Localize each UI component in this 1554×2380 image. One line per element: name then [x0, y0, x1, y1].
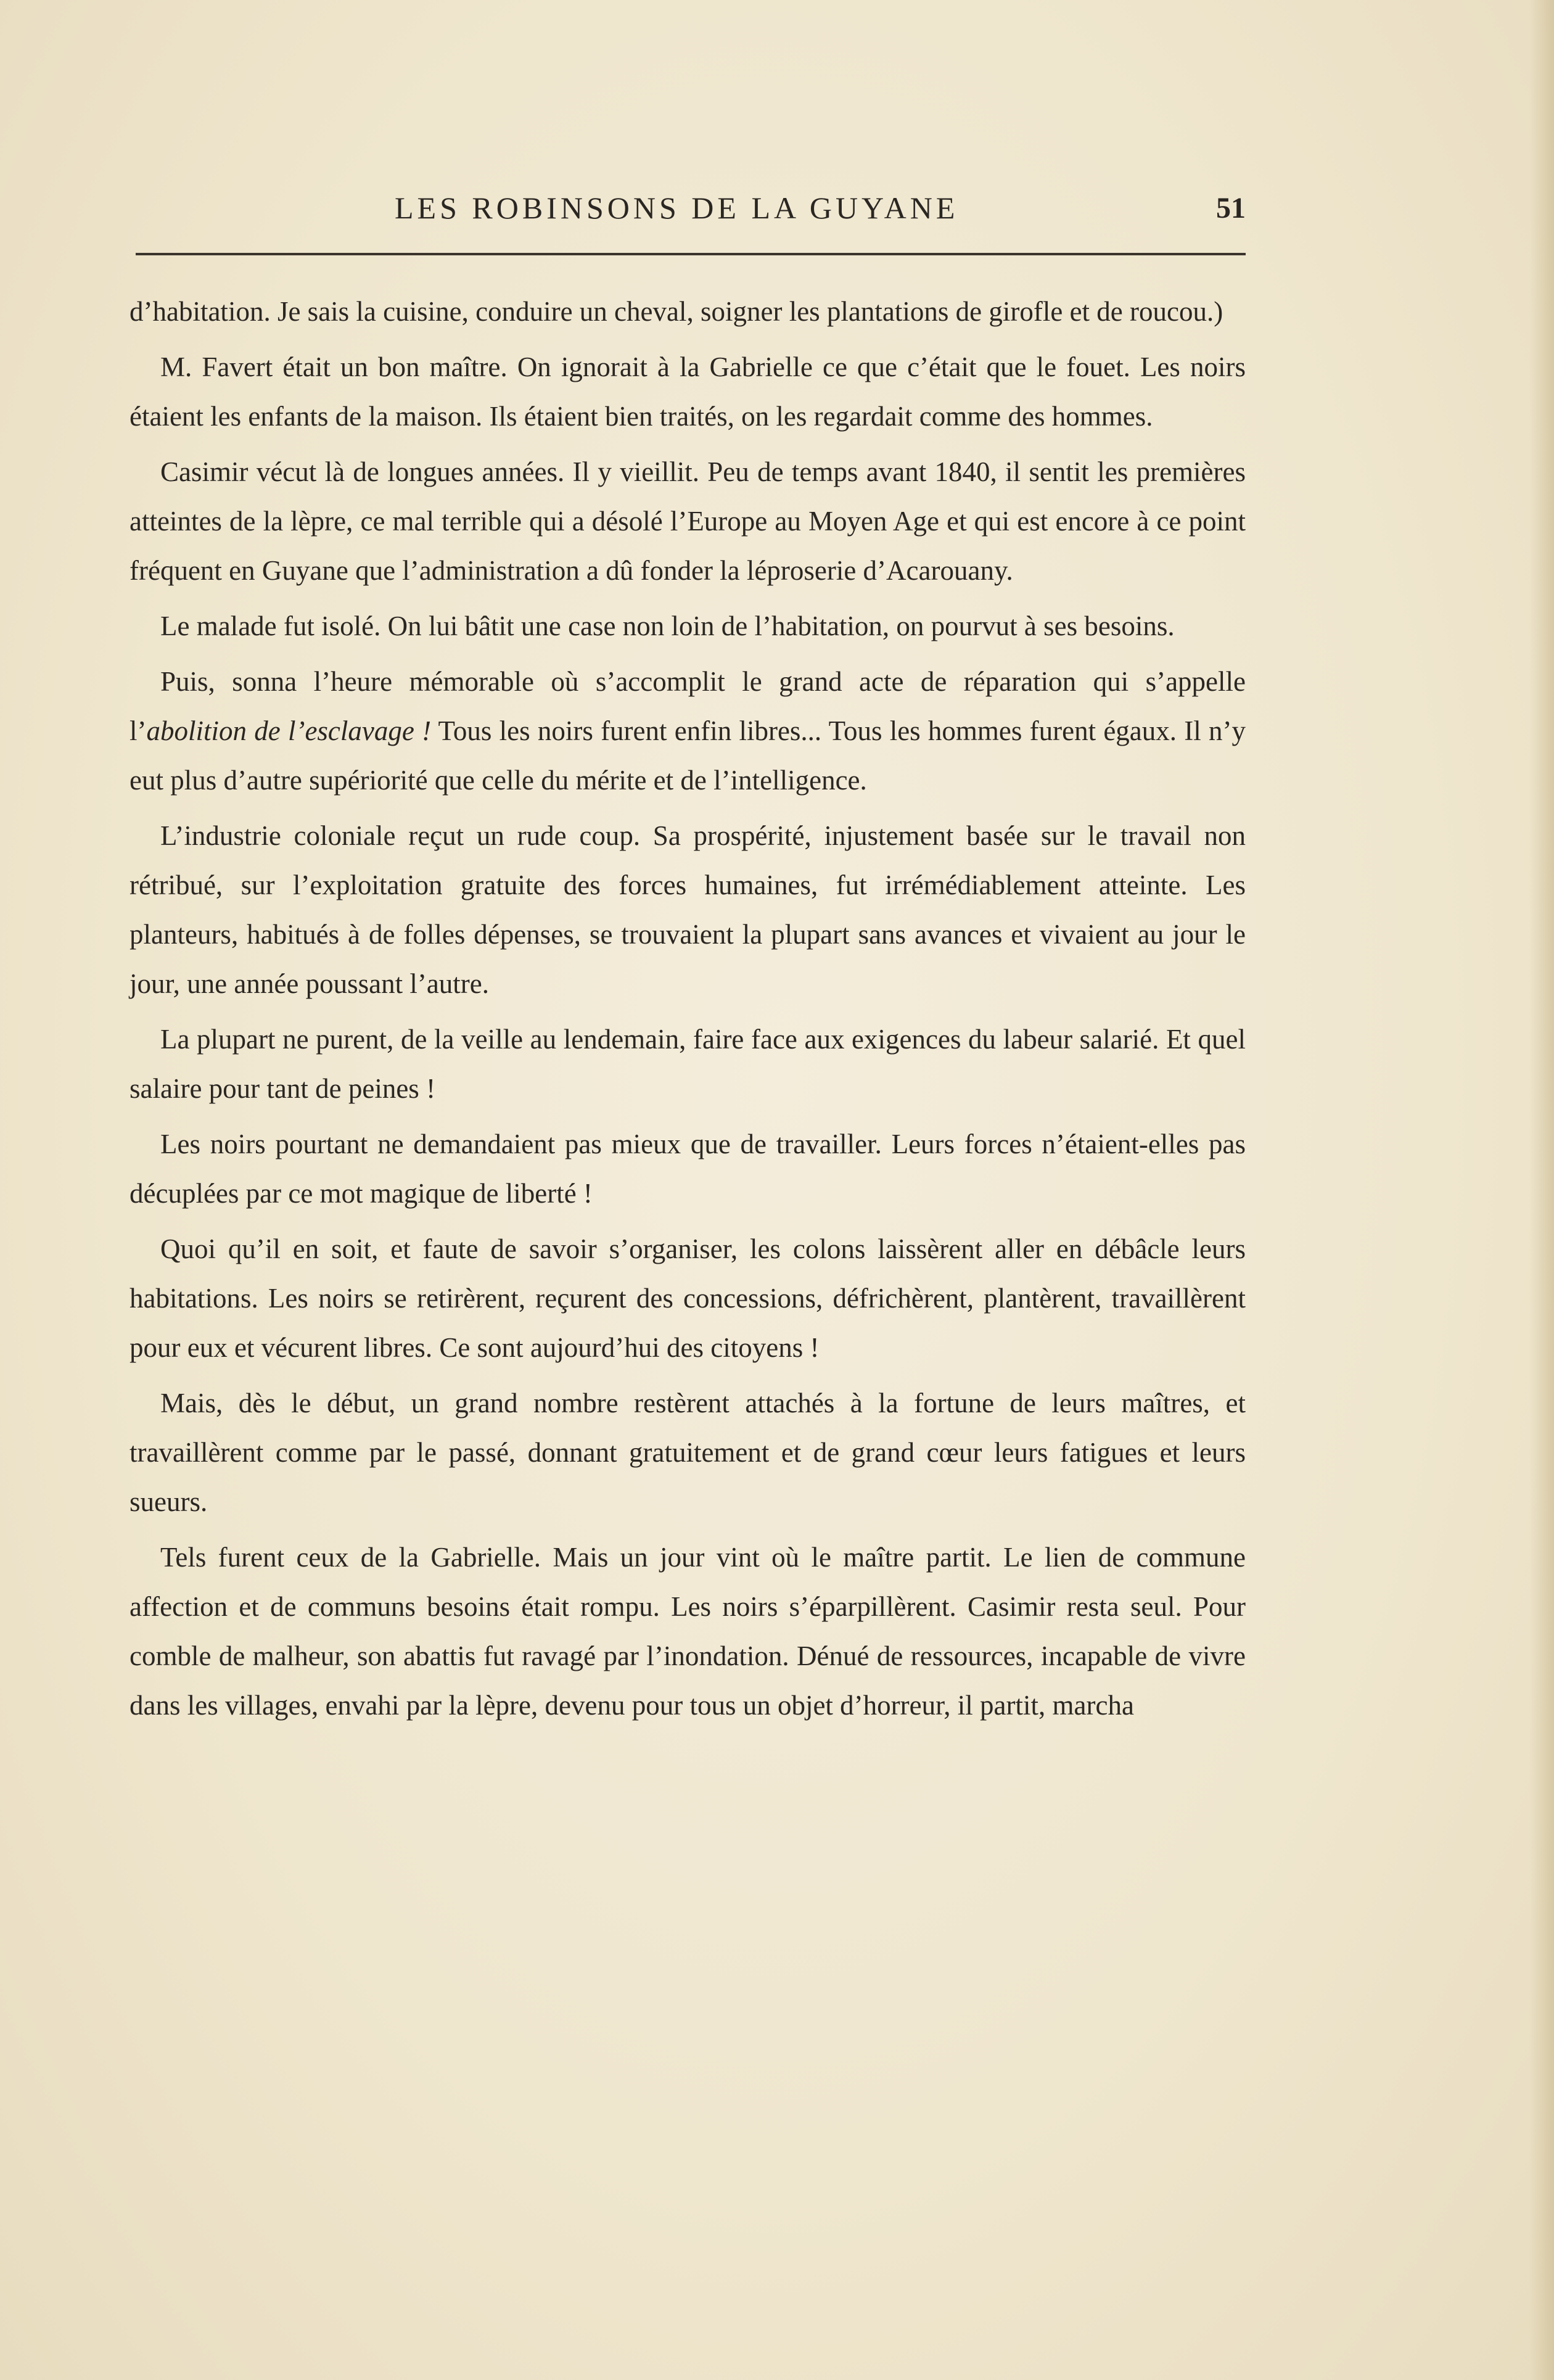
paragraph: Mais, dès le début, un grand nombre restèrent attachés à la fortune de leurs maîtres, et travaillèrent comme par le passé, donnant gratuitement et de grand cœur leurs fatigues et leurs sueurs.: [130, 1388, 1246, 1517]
paragraph: d’habitation. Je sais la cuisine, conduire un cheval, soigner les plantations de girofle et de roucou.): [130, 296, 1223, 327]
page-header: [136, 185, 1246, 234]
page-edge-shadow: [1529, 0, 1554, 2380]
paragraph: Tels furent ceux de la Gabrielle. Mais un jour vint où le maître partit. Le lien de commune affection et de communs besoins était rompu. Les noirs s’éparpillèrent. Casimir resta seul. Pour comble de malheur, son abattis fut ravagé par l’inondation. Dénué de ressources, incapable de vivre dans les villages, envahi par la lèpre, devenu pour tous un objet d’horreur, il partit, marcha: [130, 1542, 1246, 1721]
paragraph: Quoi qu’il en soit, et faute de savoir s’organiser, les colons laissèrent aller en débâcle leurs habitations. Les noirs se retirèrent, reçurent des concessions, défrichèrent, plantèrent, travaillèrent pour eux et vécurent libres. Ce sont aujourd’hui des citoyens !: [130, 1233, 1246, 1363]
paragraph-text: Puis, sonna l’heure mémorable où s’accomplit le grand acte de réparation qui s’appelle l’: [130, 666, 1246, 746]
page-number: 51: [1216, 192, 1246, 224]
paragraph: Casimir vécut là de longues années. Il y vieillit. Peu de temps avant 1840, il sentit les premières atteintes de la lèpre, ce mal terrible qui a désolé l’Europe au Moyen Age et qui est encore à ce point fréquent en Guyane que l’administration a dû fonder la léproserie d’Acarouany.: [130, 456, 1246, 586]
paragraph: Le malade fut isolé. On lui bâtit une case non loin de l’habitation, on pourvut à ses besoins.: [160, 611, 1175, 641]
paragraph: M. Favert était un bon maître. On ignorait à la Gabrielle ce que c’était que le fouet. Les noirs étaient les enfants de la maison. Ils étaient bien traités, on les regardait comme des hommes.: [130, 352, 1246, 432]
paragraph: L’industrie coloniale reçut un rude coup. Sa prospérité, injustement basée sur le travail non rétribué, sur l’exploitation gratuite des forces humaines, fut irrémédiablement atteinte. Les planteurs, habitués à de folles dépenses, se trouvaient la plupart sans avances et vivaient au jour le jour, une année poussant l’autre.: [130, 820, 1246, 999]
header-rule: [136, 253, 1246, 255]
paragraph: La plupart ne purent, de la veille au lendemain, faire face aux exigences du labeur salarié. Et quel salaire pour tant de peines !: [130, 1024, 1246, 1104]
running-title: LES ROBINSONS DE LA GUYANE: [395, 191, 959, 225]
body-text: [130, 287, 1246, 1736]
paragraph: Les noirs pourtant ne demandaient pas mieux que de travailler. Leurs forces n’étaient-elles pas décuplées par ce mot magique de liberté !: [130, 1129, 1246, 1209]
italic-phrase: abolition de l’esclavage !: [146, 715, 432, 746]
paragraph-text: Tous les noirs furent enfin libres... Tous les hommes furent égaux. Il n’y eut plus d’autre supériorité que celle du mérite et de l’intelligence.: [130, 715, 1246, 796]
paragraph: [130, 657, 1246, 805]
